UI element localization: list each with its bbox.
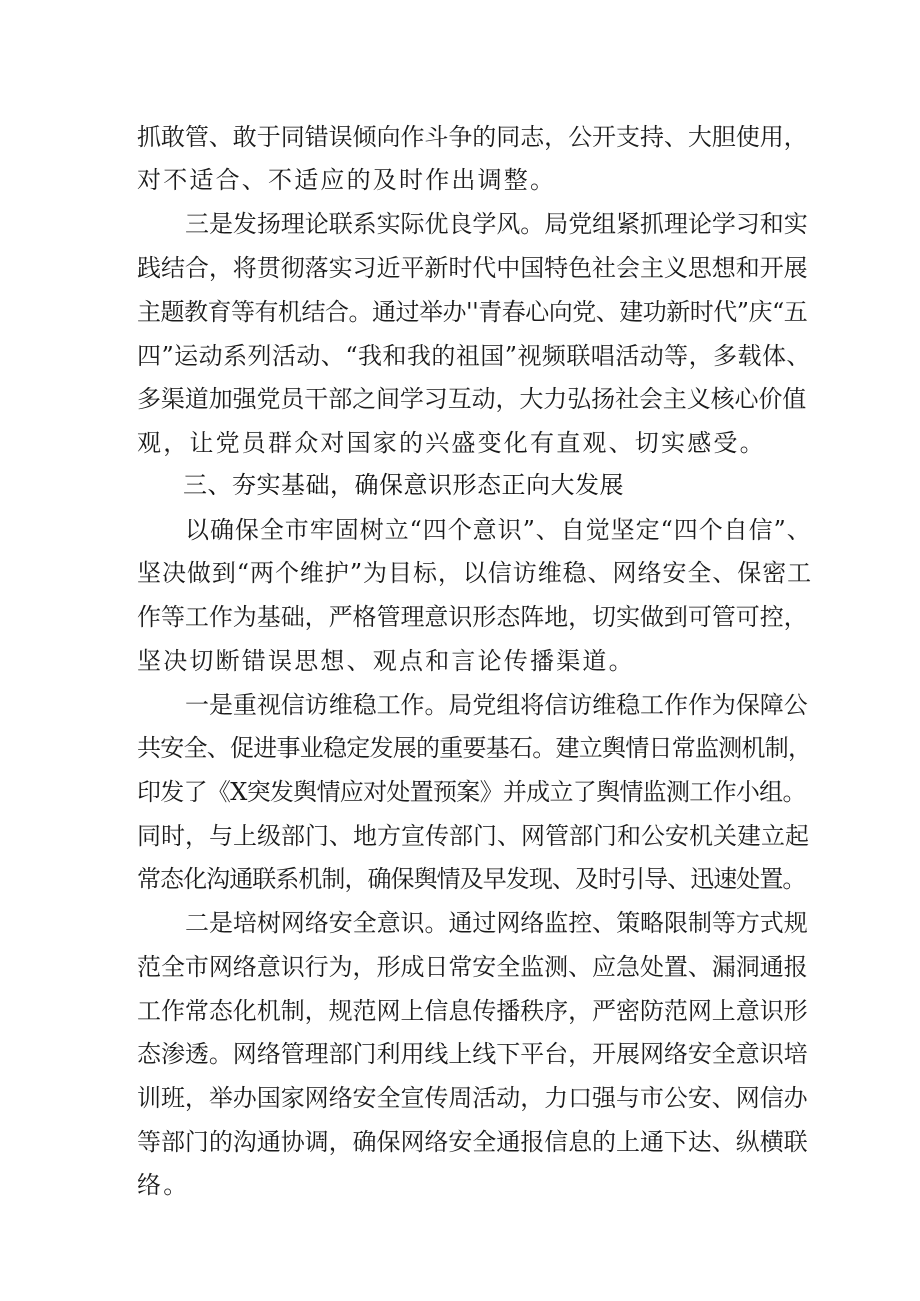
text-line-6: 四”运动系列活动、“我和我的祖国”视频联唱活动等，多载体、 <box>137 342 811 370</box>
text-line-15: 共安全、促进事业稳定发展的重要基石。建立舆情日常监测机制， <box>137 734 812 762</box>
text-line-10: 以确保全市牢固树立“四个意识”、自觉坚定“四个自信”、 <box>185 516 812 544</box>
text-line-18: 常态化沟通联系机制，确保舆情及早发现、及时引导、迅速处置。 <box>137 865 806 893</box>
text-line-17: 同时，与上级部门、地方宣传部门、网管部门和公安机关建立起 <box>137 822 809 850</box>
text-line-23: 训班，举办国家网络安全宣传周活动，力口强与市公安、网信办 <box>137 1084 808 1112</box>
text-line-20: 范全市网络意识行为，形成日常安全监测、应急处置、漏洞通报 <box>137 953 808 981</box>
text-line-21: 工作常态化机制，规范网上信息传播秩序，严密防范网上意识形 <box>137 997 808 1025</box>
text-line-3: 三是发扬理论联系实际优良学风。局党组紧抓理论学习和实 <box>185 210 808 238</box>
text-line-24: 等部门的沟通协调，确保网络安全通报信息的上通下达、纵横联 <box>137 1128 808 1156</box>
text-line-13: 坚决切断错误思想、观点和言论传播渠道。 <box>137 647 635 675</box>
text-line-11: 坚决做到“两个维护”为目标，以信访维稳、网络安全、保密工 <box>137 559 813 587</box>
text-line-2: 对不适合、不适应的及时作出调整。 <box>137 166 557 194</box>
text-line-19: 二是培树网络安全意识。通过网络监控、策略限制等方式规 <box>185 909 808 937</box>
text-line-22: 态渗透。网络管理部门利用线上线下平台，开展网络安全意识培 <box>137 1040 808 1068</box>
text-line-7: 多渠道加强党员干部之间学习互动，大力弘扬社会主义核心价值 <box>137 385 807 413</box>
text-line-12: 作等工作为基础，严格管理意识形态阵地，切实做到可管可控， <box>137 603 808 631</box>
text-line-1: 抓敢管、敢于同错误倾向作斗争的同志，公开支持、大胆使用， <box>137 123 808 151</box>
text-line-14: 一是重视信访维稳工作。局党组将信访维稳工作作为保障公 <box>185 691 808 719</box>
text-line-16: 印发了《X突发舆情应对处置预案》并成立了舆情监测工作小组。 <box>137 778 806 806</box>
text-line-8: 观，让党员群众对国家的兴盛变化有直观、切实感受。 <box>137 429 766 457</box>
text-line-4: 践结合，将贯彻落实习近平新时代中国特色社会主义思想和开展 <box>137 254 808 282</box>
text-line-25: 络。 <box>137 1171 190 1199</box>
text-line-5: 主题教育等有机结合。通过举办''青春心向党、建功新时代”庆“五 <box>137 298 808 326</box>
section-heading: 三、夯实基础，确保意识形态正向大发展 <box>183 471 624 499</box>
